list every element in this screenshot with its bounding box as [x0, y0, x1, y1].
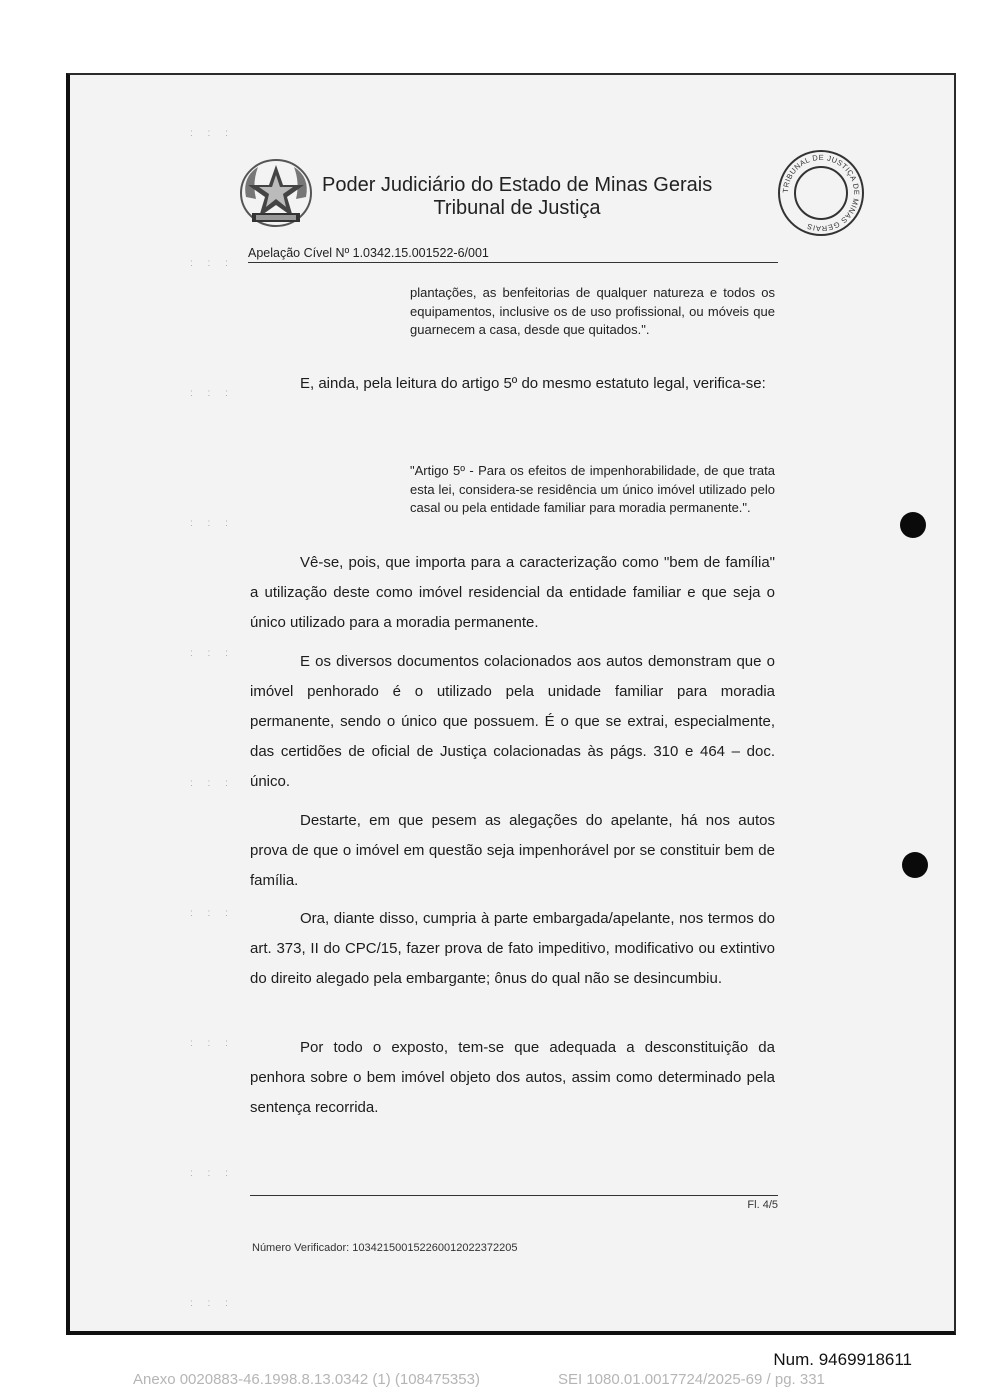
- punch-hole: [900, 512, 926, 538]
- court-subtitle: Tribunal de Justiça: [433, 197, 601, 219]
- coat-of-arms-icon: [238, 157, 314, 229]
- case-number: Apelação Cível Nº 1.0342.15.001522-6/001: [248, 246, 778, 263]
- margin-mark: : : :: [190, 778, 234, 789]
- page-label: Fl. 4/5: [747, 1199, 778, 1211]
- annex-reference: Anexo 0020883-46.1998.8.13.0342 (1) (108475353): [133, 1371, 480, 1388]
- paragraph: E, ainda, pela leitura do artigo 5º do mesmo estatuto legal, verifica-se:: [300, 375, 766, 392]
- footer-rule: [250, 1195, 778, 1196]
- document-number: Num. 9469918611: [773, 1350, 912, 1369]
- sei-reference: SEI 1080.01.0017724/2025-69 / pg. 331: [558, 1371, 825, 1388]
- punch-hole: [902, 852, 928, 878]
- paragraph: Destarte, em que pesem as alegações do apelante, há nos autos prova de que o imóvel em questão seja impenhorável por se constituir bem de família.: [250, 812, 775, 889]
- paragraph: Ora, diante disso, cumpria à parte embargada/apelante, nos termos do art. 373, II do CPC/15, fazer prova de fato impeditivo, modificativo ou extintivo do direito alegado pela embargante; ônus do qual não se desincumbiu.: [250, 910, 775, 987]
- margin-mark: : : :: [190, 1298, 234, 1309]
- margin-mark: : : :: [190, 258, 234, 269]
- margin-mark: : : :: [190, 518, 234, 529]
- paragraph: Por todo o exposto, tem-se que adequada a desconstituição da penhora sobre o bem imóvel objeto dos autos, assim como determinado pela sentença recorrida.: [250, 1039, 775, 1116]
- margin-mark: : : :: [190, 648, 234, 659]
- quote-block: "Artigo 5º - Para os efeitos de impenhorabilidade, de que trata esta lei, considera-se residência um único imóvel utilizado pelo casal ou pela entidade familiar para moradia permanente.".: [410, 463, 775, 515]
- margin-mark: : : :: [190, 1168, 234, 1179]
- paragraph: Vê-se, pois, que importa para a caracterização como "bem de família" a utilização deste como imóvel residencial da entidade familiar e que seja o único utilizado para a moradia permanente.: [250, 554, 775, 631]
- seal-text: TRIBUNAL DE JUSTIÇA DE MINAS GERAIS: [780, 152, 862, 234]
- margin-mark: : : :: [190, 128, 234, 139]
- margin-mark: : : :: [190, 1038, 234, 1049]
- quote-block: plantações, as benfeitorias de qualquer natureza e todos os equipamentos, inclusive os de uso profissional, ou móveis que guarnecem a casa, desde que quitados.".: [410, 285, 775, 337]
- verifier-number: Número Verificador: 1034215001522600120223722​05: [252, 1242, 518, 1254]
- svg-text:TRIBUNAL DE JUSTIÇA DE MINAS G: [781, 153, 861, 233]
- tribunal-seal-icon: [776, 148, 866, 238]
- paragraph: E os diversos documentos colacionados aos autos demonstram que o imóvel penhorado é o utilizado pela unidade familiar para moradia permanente, sendo o único que possuem. É o que se extrai, especialmente, das certidões de oficial de Justiça colacionadas às págs. 310 e 464 – doc. único.: [250, 653, 775, 790]
- margin-mark: : : :: [190, 388, 234, 399]
- margin-mark: : : :: [190, 908, 234, 919]
- court-name: Poder Judiciário do Estado de Minas Gerais: [322, 174, 713, 196]
